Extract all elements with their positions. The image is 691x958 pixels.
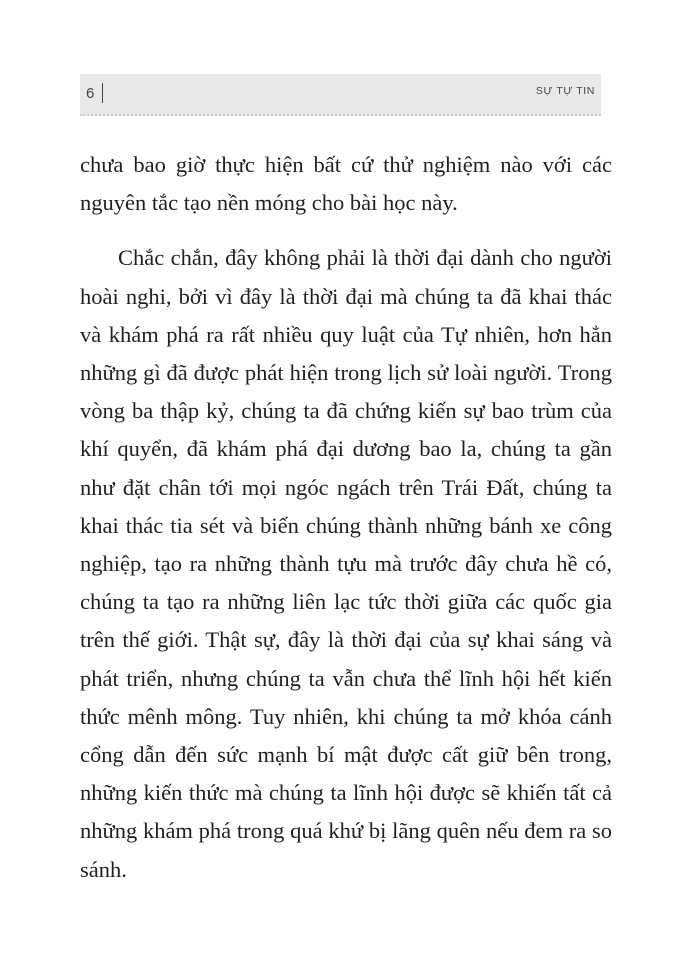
body-text (80, 146, 612, 889)
header-divider (102, 83, 103, 103)
running-title: SỰ TỰ TIN (535, 85, 595, 97)
page-header (80, 74, 601, 116)
paragraph-continued: chưa bao giờ thực hiện bất cứ thử nghiệm nào với các nguyên tắc tạo nền móng cho bài học này. (80, 152, 612, 216)
paragraph: Chắc chắn, đây không phải là thời đại dành cho người hoài nghi, bởi vì đây là thời đại mà chúng ta đã khai thác và khám phá ra rất nhiều quy luật của Tự nhiên, hơn hẳn những gì đã được phát hiện trong lịch sử loài người. Trong vòng ba thập kỷ, chúng ta đã chứng kiến sự bao trùm của khí quyển, đã khám phá đại dương bao la, chúng ta gần như đặt chân tới mọi ngóc ngách trên Trái Đất, chúng ta khai thác tia sét và biến chúng thành những bánh xe công nghiệp, tạo ra những thành tựu mà trước đây chưa hề có, chúng ta tạo ra những liên lạc tức thời giữa các quốc gia trên thế giới. Thật sự, đây là thời đại của sự khai sáng và phát triển, nhưng chúng ta vẫn chưa thể lĩnh hội hết kiến thức mênh mông. Tuy nhiên, khi chúng ta mở khóa cánh cổng dẫn đến sức mạnh bí mật được cất giữ bên trong, những kiến thức mà chúng ta lĩnh hội được sẽ khiến tất cả những khám phá trong quá khứ bị lãng quên nếu đem ra so sánh. (80, 245, 612, 882)
page-number: 6 (86, 85, 95, 102)
